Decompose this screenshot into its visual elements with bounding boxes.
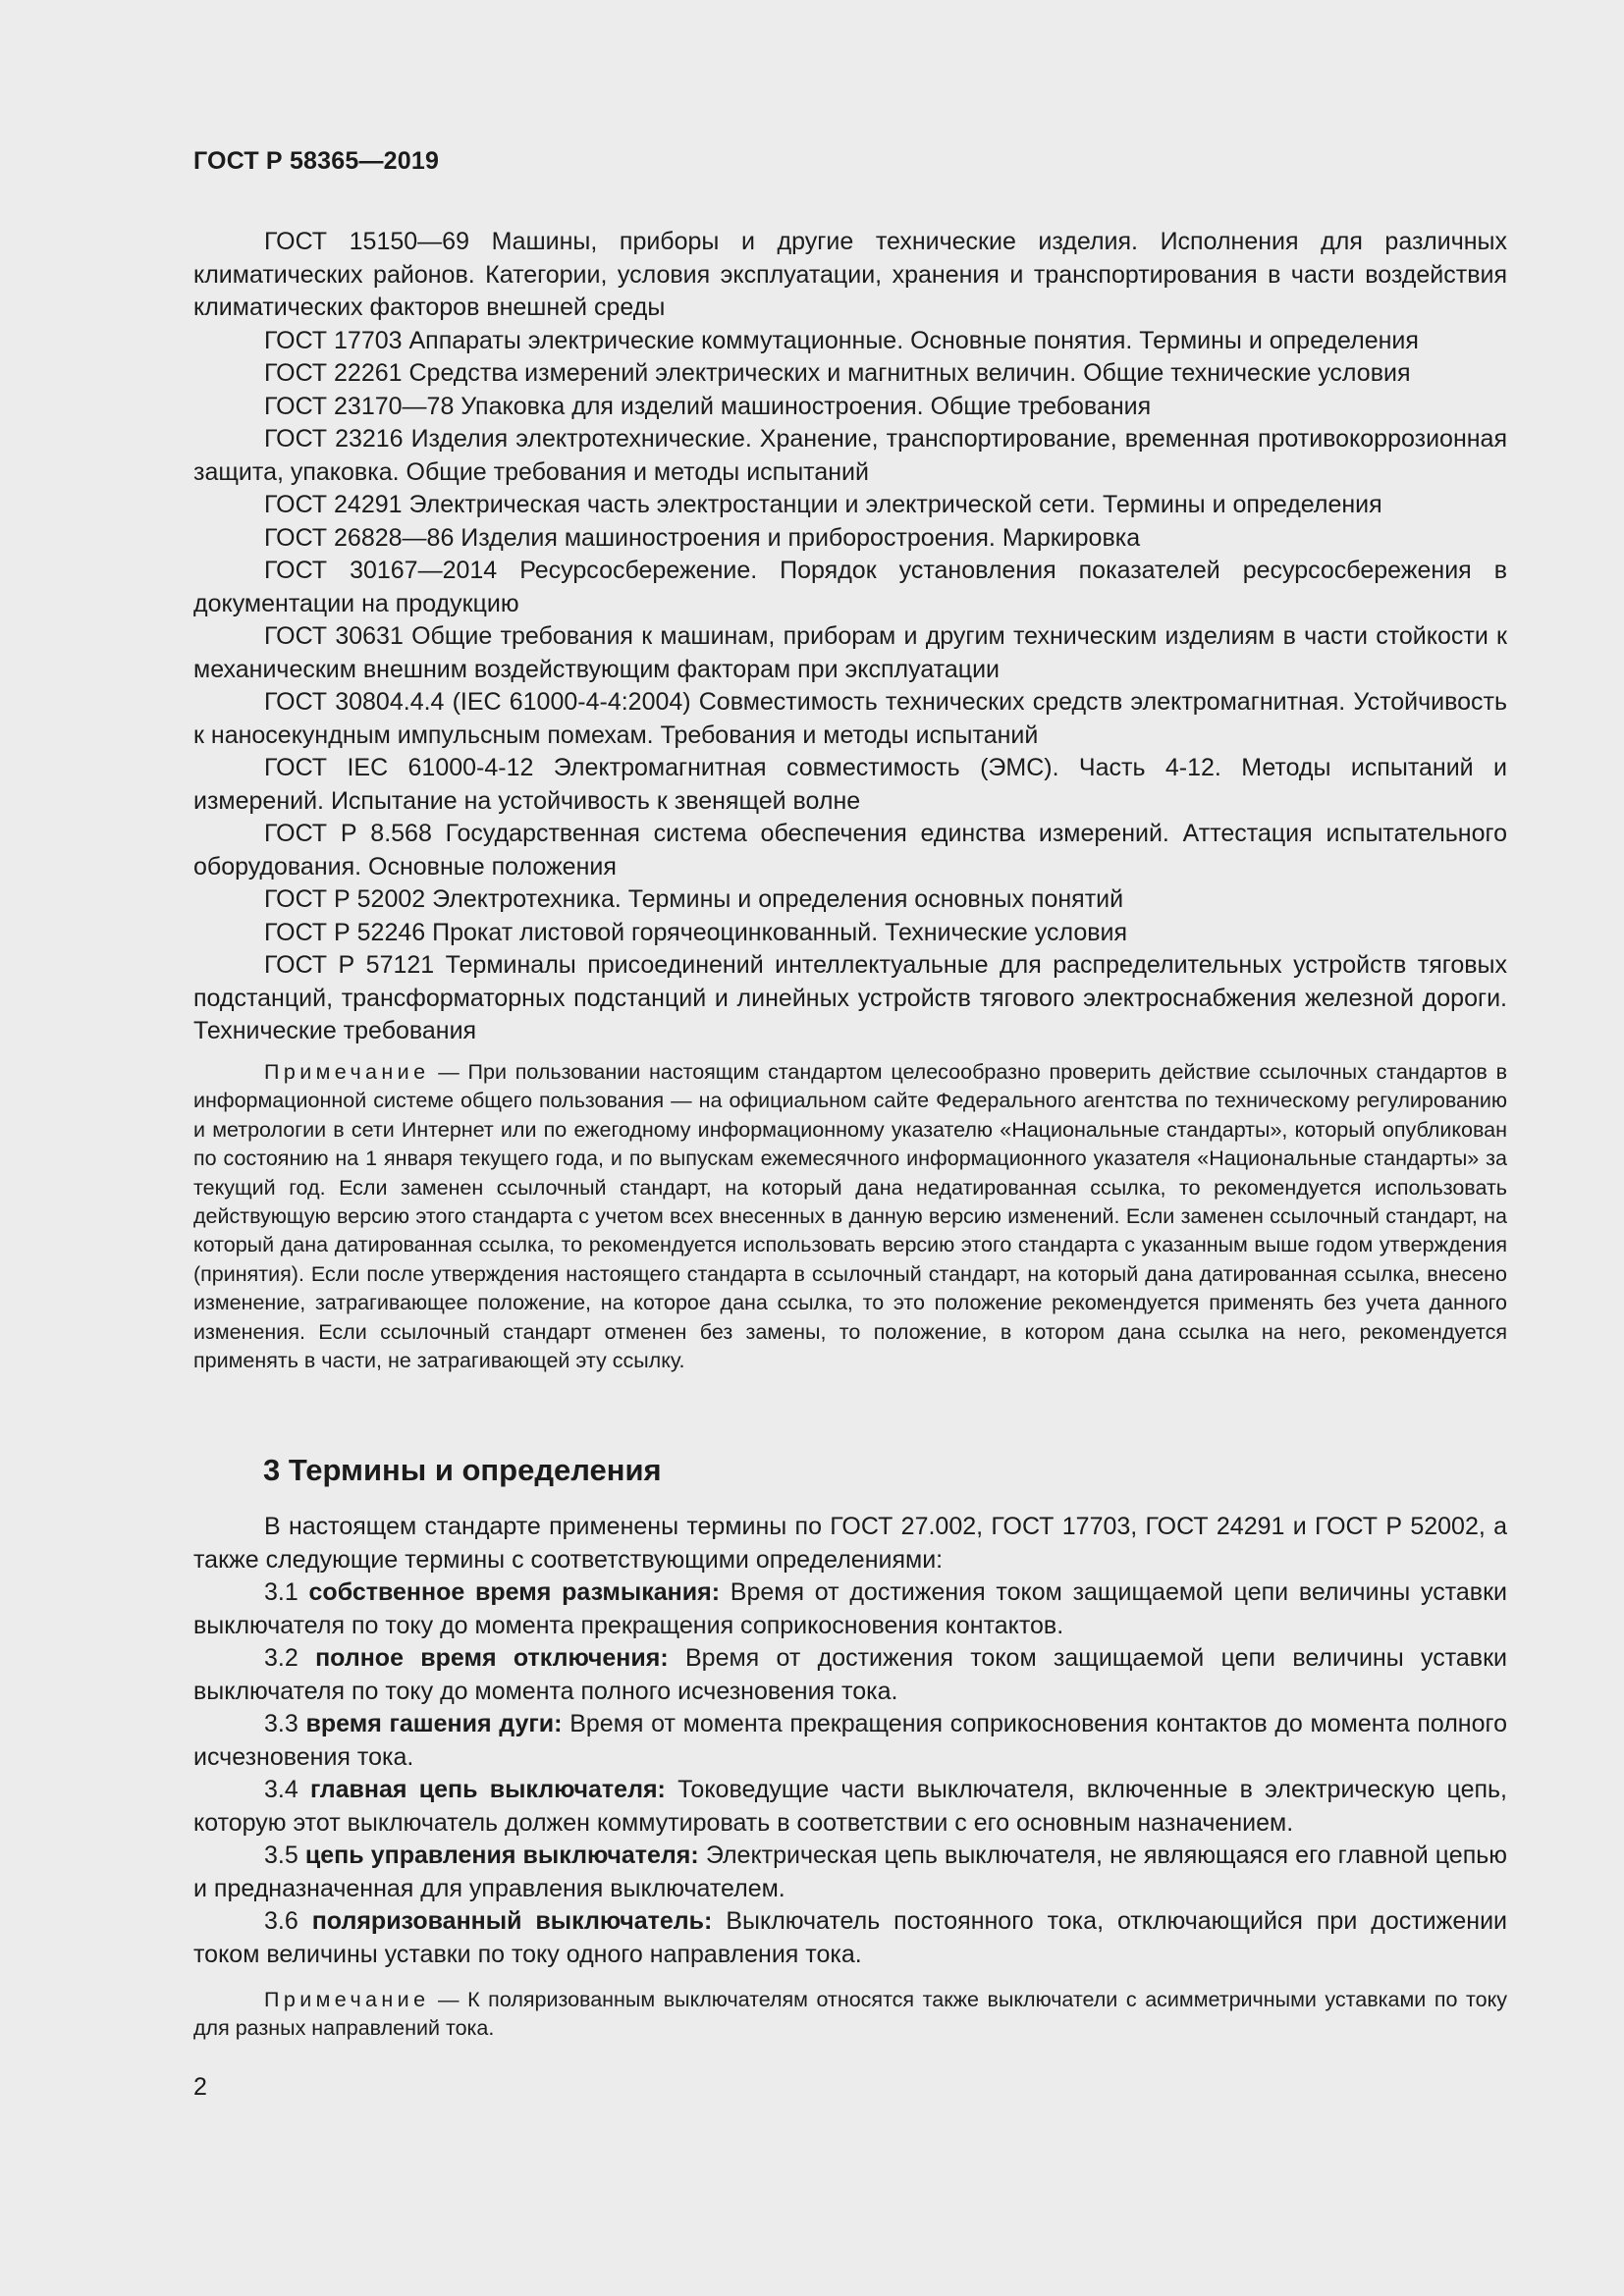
term-definition: Время от момента прекращения соприкосновения контактов до момента полного исчезновения тока.: [193, 1710, 1507, 1771]
note-text: — К поляризованным выключателям относятся также выключатели с асимметричными уставками по току для разных направлений тока.: [193, 1988, 1507, 2041]
term-definition: Выключатель постоянного тока, отключающийся при достижении током величины уставки по току одного направления тока.: [193, 1907, 1507, 1968]
term-definition: Электрическая цепь выключателя, не являющаяся его главной цепью и предназначенная для управления выключателем.: [193, 1842, 1508, 1902]
term-item: [193, 1905, 1507, 1971]
term-item: [193, 1576, 1507, 1642]
note-label: Примечание: [264, 1060, 430, 1084]
normative-references-list: [193, 226, 1507, 1048]
term-definition: Время от достижения током защищаемой цепи величины уставки выключателя по току до момента прекращения соприкосновения контактов.: [193, 1578, 1507, 1639]
term-item: [193, 1840, 1507, 1905]
section-title: 3 Термины и определения: [263, 1453, 662, 1487]
term-name: полное время отключения:: [315, 1644, 669, 1672]
reference-item: ГОСТ 30804.4.4 (IEC 61000-4-4:2004) Совместимость технических средств электромагнитная. Устойчивость к наносекундным импульсным помехам. Требования и методы испытаний: [193, 688, 1507, 749]
term-item: [193, 1708, 1507, 1774]
reference-item: ГОСТ Р 8.568 Государственная система обеспечения единства измерений. Аттестация испытательного оборудования. Основные положения: [193, 820, 1507, 881]
term-name: время гашения дуги:: [305, 1710, 563, 1737]
term-definition: Время от достижения током защищаемой цепи величины уставки выключателя по току до момента полного исчезновения тока.: [193, 1644, 1507, 1705]
reference-item: ГОСТ 17703 Аппараты электрические коммутационные. Основные понятия. Термины и определения: [264, 326, 1419, 354]
reference-item: ГОСТ 30631 Общие требования к машинам, приборам и другим техническим изделиям в части стойкости к механическим внешним воздействующим факторам при эксплуатации: [193, 622, 1507, 683]
term-number: 3.4: [264, 1776, 298, 1803]
reference-item: ГОСТ IEC 61000-4-12 Электромагнитная совместимость (ЭМС). Часть 4-12. Методы испытаний и измерений. Испытание на устойчивость к звенящей волне: [193, 754, 1507, 815]
term-name: поляризованный выключатель:: [311, 1907, 713, 1935]
terms-note: [193, 1986, 1507, 2044]
term-definition: Токоведущие части выключателя, включенные в электрическую цепь, которую этот выключатель должен коммутировать в соответствии с его основным назначением.: [193, 1776, 1507, 1837]
term-name: собственное время размыкания:: [308, 1578, 721, 1606]
reference-item: ГОСТ 30167—2014 Ресурсосбережение. Порядок установления показателей ресурсосбережения в документации на продукцию: [193, 557, 1507, 617]
reference-item: ГОСТ 23170—78 Упаковка для изделий машиностроения. Общие требования: [264, 392, 1152, 420]
term-name: цепь управления выключателя:: [304, 1842, 699, 1869]
reference-item: ГОСТ Р 52246 Прокат листовой горячеоцинкованный. Технические условия: [264, 918, 1128, 946]
reference-item: ГОСТ 26828—86 Изделия машиностроения и приборостроения. Маркировка: [264, 523, 1141, 552]
references-note: [193, 1058, 1507, 1375]
term-number: 3.1: [264, 1578, 298, 1606]
term-number: 3.5: [264, 1842, 298, 1869]
terms-list: [193, 1511, 1507, 1971]
reference-item: ГОСТ 22261 Средства измерений электрических и магнитных величин. Общие технические условия: [264, 359, 1411, 387]
page-number: 2: [193, 2073, 207, 2101]
reference-item: ГОСТ 24291 Электрическая часть электростанции и электрической сети. Термины и определения: [264, 491, 1382, 518]
term-number: 3.6: [264, 1907, 298, 1935]
term-item: [193, 1642, 1507, 1708]
term-item: [193, 1774, 1507, 1840]
document-header: ГОСТ Р 58365—2019: [193, 147, 440, 175]
term-name: главная цепь выключателя:: [309, 1776, 666, 1803]
reference-item: ГОСТ 15150—69 Машины, приборы и другие технические изделия. Исполнения для различных климатических районов. Категории, условия эксплуатации, хранения и транспортирования в части воздействия климатических факторов внешней среды: [193, 228, 1507, 321]
reference-item: ГОСТ Р 57121 Терминалы присоединений интеллектуальные для распределительных устройств тяговых подстанций, трансформаторных подстанций и линейных устройств тягового электроснабжения железной дороги. Технические требования: [193, 951, 1507, 1044]
reference-item: ГОСТ 23216 Изделия электротехнические. Хранение, транспортирование, временная противокоррозионная защита, упаковка. Общие требования и методы испытаний: [193, 425, 1507, 486]
note-label: Примечание: [264, 1988, 430, 2011]
term-number: 3.3: [264, 1710, 298, 1737]
reference-item: ГОСТ Р 52002 Электротехника. Термины и определения основных понятий: [264, 885, 1124, 913]
term-number: 3.2: [264, 1644, 298, 1672]
note-text: — При пользовании настоящим стандартом целесообразно проверить действие ссылочных стандартов в информационной системе общего пользования — на официальном сайте Федерального агентства по техническому регулированию и метрологии в сети Интернет или по ежегодному информационному указателю «Национальные стандарты», который опубликован по состоянию на 1 января текущего года, и по выпускам ежемесячного информационного указателя «Национальные стандарты» за текущий год. Если заменен ссылочный стандарт, на который дана недатированная ссылка, то рекомендуется использовать действующую версию этого стандарта с учетом всех внесенных в данную версию изменений. Если заменен ссылочный стандарт, на который дана датированная ссылка, то рекомендуется использовать версию этого стандарта с указанным выше годом утверждения (принятия). Если после утверждения настоящего стандарта в ссылочный стандарт, на который дана датированная ссылка, внесено изменение, затрагивающее положение, на которое дана ссылка, то это положение рекомендуется применять без учета данного изменения. Если ссылочный стандарт отменен без замены, то положение, в котором дана ссылка на него, рекомендуется применять в части, не затрагивающей эту ссылку.: [193, 1060, 1507, 1373]
section-intro: В настоящем стандарте применены термины по ГОСТ 27.002, ГОСТ 17703, ГОСТ 24291 и ГОСТ Р 52002, а также следующие термины с соответствующими определениями:: [193, 1513, 1507, 1574]
